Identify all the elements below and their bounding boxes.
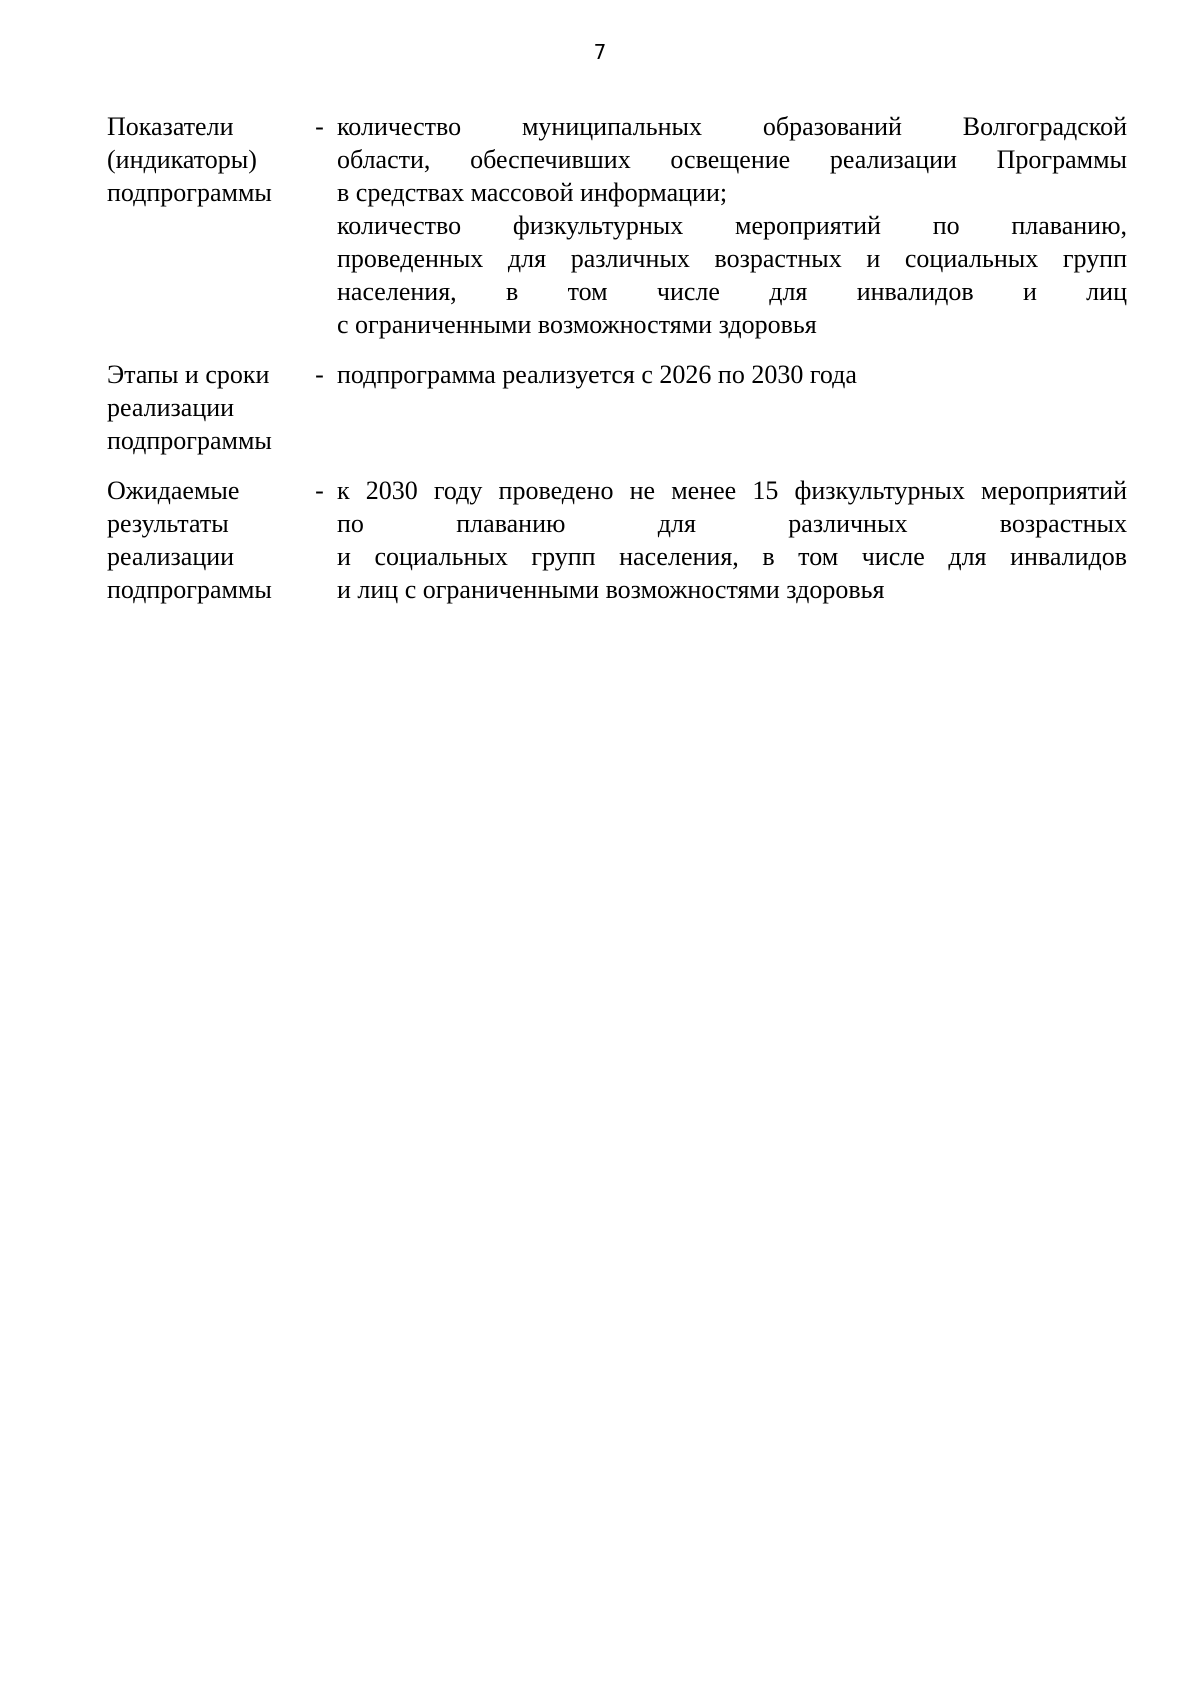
row-dash: - (315, 360, 324, 389)
content-line: и социальных групп населения, в том числе для инвалидов (337, 542, 1127, 571)
row-content (337, 110, 1127, 341)
label-line: (индикаторы) (107, 145, 257, 174)
label-line: подпрограммы (107, 575, 272, 604)
passport-row-stages (107, 358, 1127, 457)
row-label (107, 358, 302, 457)
content-line: с ограниченными возможностями здоровья (337, 310, 817, 339)
content-line: количество физкультурных мероприятий по плаванию, (337, 211, 1127, 240)
content-line: подпрограмма реализуется с 2026 по 2030 года (337, 360, 857, 389)
row-label (107, 110, 302, 209)
row-dash: - (315, 112, 324, 141)
label-line: подпрограммы (107, 178, 272, 207)
label-line: реализации (107, 393, 235, 422)
page-number: 7 (593, 40, 607, 64)
content-line: и лиц с ограниченными возможностями здоровья (337, 575, 885, 604)
label-line: Этапы и сроки (107, 360, 270, 389)
label-line: результаты (107, 509, 229, 538)
content-line: населения, в том числе для инвалидов и лиц (337, 277, 1127, 306)
subprogram-passport-table (107, 110, 1127, 623)
content-line: области, обеспечивших освещение реализации Программы (337, 145, 1127, 174)
content-line: к 2030 году проведено не менее 15 физкультурных мероприятий (337, 476, 1127, 505)
label-line: Ожидаемые (107, 476, 240, 505)
label-line: реализации (107, 542, 235, 571)
row-dash: - (315, 476, 324, 505)
content-line: количество муниципальных образований Волгоградской (337, 112, 1127, 141)
row-label (107, 474, 302, 606)
passport-row-expected-results (107, 474, 1127, 606)
content-line: по плаванию для различных возрастных (337, 509, 1127, 538)
content-line: в средствах массовой информации; (337, 178, 728, 207)
content-line: проведенных для различных возрастных и социальных групп (337, 244, 1127, 273)
passport-row-indicators (107, 110, 1127, 341)
label-line: Показатели (107, 112, 234, 141)
row-content (337, 358, 1127, 391)
row-content (337, 474, 1127, 606)
label-line: подпрограммы (107, 426, 272, 455)
